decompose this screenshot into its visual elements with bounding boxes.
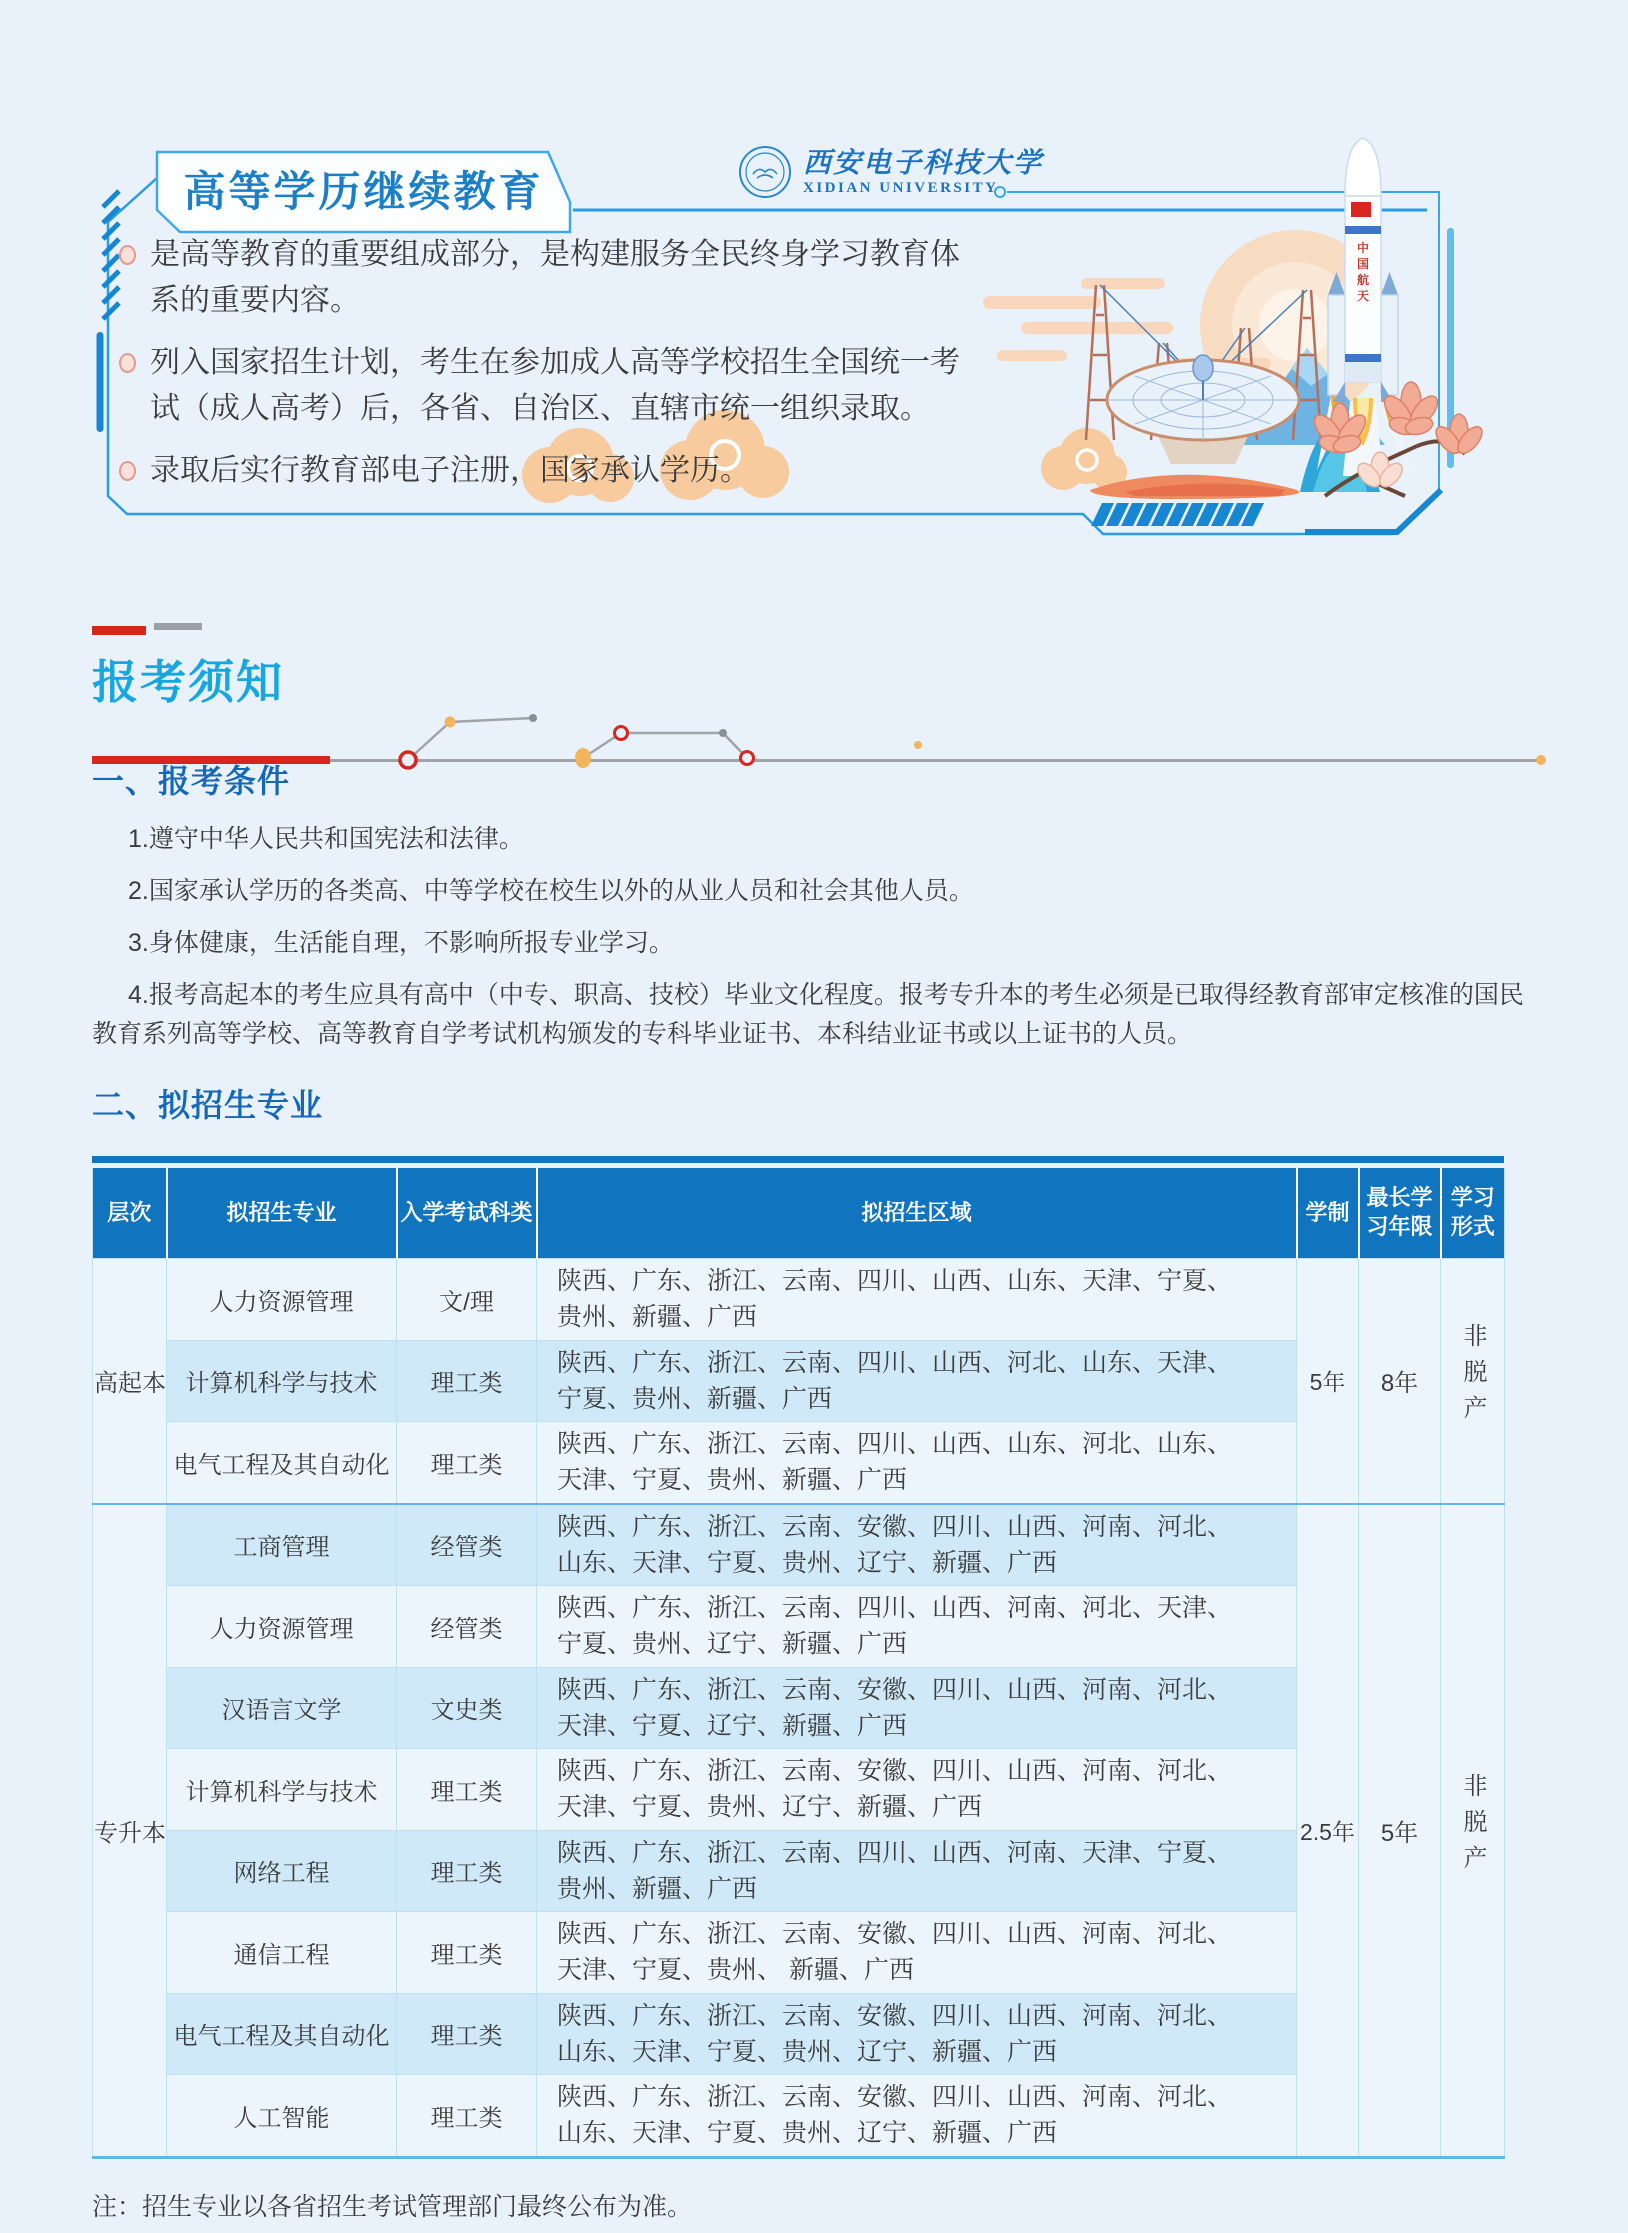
cell-category: 理工类 bbox=[397, 1912, 537, 1994]
majors-heading: 二、拟招生专业 bbox=[92, 1087, 324, 1123]
table-row bbox=[93, 1504, 1505, 1586]
cell-max-years: 5年 bbox=[1359, 1504, 1441, 2158]
cell-regions: 陕西、广东、浙江、云南、安徽、四川、山西、河南、河北、山东、天津、宁夏、贵州、辽宁、新疆、广西 bbox=[537, 1504, 1297, 1586]
cell-form: 非脱产 bbox=[1441, 1259, 1505, 1504]
banner-bullets bbox=[119, 232, 1019, 510]
cell-level: 专升本 bbox=[93, 1504, 167, 2158]
bottom-hatch-marks-icon bbox=[1091, 503, 1264, 526]
condition-item: 1.遵守中华人民共和国宪法和法律。 bbox=[128, 825, 524, 853]
table-header-cell: 学制 bbox=[1297, 1168, 1359, 1259]
table-row bbox=[93, 2075, 1505, 2158]
cell-category: 经管类 bbox=[397, 1504, 537, 1586]
banner bbox=[95, 100, 1555, 570]
cell-category: 文史类 bbox=[397, 1667, 537, 1749]
cell-regions: 陕西、广东、浙江、云南、四川、山西、山东、天津、宁夏、贵州、新疆、广西 bbox=[537, 1259, 1297, 1341]
bullet-text: 列入国家招生计划，考生在参加成人高等学校招生全国统一考试（成人高考）后，各省、自治区、直辖市统一组织录取。 bbox=[150, 346, 960, 425]
cell-major: 计算机科学与技术 bbox=[167, 1749, 397, 1831]
university-name-cn: 西安电子科技大学 bbox=[803, 147, 1044, 179]
table-header-cell: 入学考试科类 bbox=[397, 1168, 537, 1259]
table-row bbox=[93, 1340, 1505, 1422]
notice-title: 报考须知 bbox=[92, 656, 284, 708]
table-header-cell: 最长学习年限 bbox=[1359, 1168, 1441, 1259]
table-row bbox=[93, 1830, 1505, 1912]
university-name-en: XIDIAN UNIVERSITY bbox=[803, 179, 999, 196]
mini-bars bbox=[92, 622, 1552, 640]
notice-section bbox=[92, 622, 1552, 776]
cell-regions: 陕西、广东、浙江、云南、安徽、四川、山西、河南、河北、山东、天津、宁夏、贵州、辽宁、新疆、广西 bbox=[537, 2075, 1297, 2158]
cell-regions: 陕西、广东、浙江、云南、安徽、四川、山西、河南、河北、天津、宁夏、辽宁、新疆、广西 bbox=[537, 1667, 1297, 1749]
cell-major: 人工智能 bbox=[167, 2075, 397, 2158]
cell-category: 理工类 bbox=[397, 1340, 537, 1422]
university-seal-icon bbox=[737, 144, 793, 200]
banner-bullet bbox=[119, 232, 1019, 324]
table-row bbox=[93, 1993, 1505, 2075]
cell-category: 理工类 bbox=[397, 1749, 537, 1831]
cell-major: 电气工程及其自动化 bbox=[167, 1993, 397, 2075]
table-header-cell: 学习形式 bbox=[1441, 1168, 1505, 1259]
cell-duration: 2.5年 bbox=[1297, 1504, 1359, 2158]
cell-regions: 陕西、广东、浙江、云南、四川、山西、河南、天津、宁夏、贵州、新疆、广西 bbox=[537, 1830, 1297, 1912]
table-row bbox=[93, 1422, 1505, 1504]
bullet-text: 录取后实行教育部电子注册，国家承认学历。 bbox=[150, 454, 750, 487]
bullet-marker-icon bbox=[119, 353, 136, 373]
banner-bullet bbox=[119, 448, 1019, 494]
red-bar-icon bbox=[92, 626, 146, 635]
table-row bbox=[93, 1667, 1505, 1749]
conditions-list bbox=[92, 820, 1544, 1054]
table-row bbox=[93, 1586, 1505, 1668]
table-row bbox=[93, 1259, 1505, 1341]
table-note: 注：招生专业以各省招生考试管理部门最终公布为准。 bbox=[92, 2192, 693, 2221]
rocket-label: 中国航天 bbox=[1356, 241, 1370, 303]
majors-table bbox=[92, 1168, 1505, 2159]
bullet-marker-icon bbox=[119, 245, 136, 265]
banner-bullet bbox=[119, 340, 1019, 432]
table-top-bar bbox=[92, 1156, 1504, 1163]
cell-regions: 陕西、广东、浙江、云南、安徽、四川、山西、河南、河北、天津、宁夏、贵州、 新疆、广西 bbox=[537, 1912, 1297, 1994]
cell-category: 文/理 bbox=[397, 1259, 537, 1341]
majors-section bbox=[92, 1080, 1544, 2233]
cell-major: 网络工程 bbox=[167, 1830, 397, 1912]
condition-item: 4.报考高起本的考生应具有高中（中专、职高、技校）毕业文化程度。报考专升本的考生必须是已取得经教育部审定核准的国民教育系列高等学校、高等教育自学考试机构颁发的专科毕业证书、本科结业证书或以上证书的人员。 bbox=[92, 981, 1524, 1048]
cell-duration: 5年 bbox=[1297, 1259, 1359, 1504]
gray-bar-icon bbox=[154, 623, 202, 630]
table-row bbox=[93, 1912, 1505, 1994]
cell-regions: 陕西、广东、浙江、云南、安徽、四川、山西、河南、河北、山东、天津、宁夏、贵州、辽宁、新疆、广西 bbox=[537, 1993, 1297, 2075]
conditions-section bbox=[92, 756, 1544, 1067]
cell-major: 通信工程 bbox=[167, 1912, 397, 1994]
cell-major: 人力资源管理 bbox=[167, 1259, 397, 1341]
cell-level: 高起本 bbox=[93, 1259, 167, 1504]
cell-regions: 陕西、广东、浙江、云南、安徽、四川、山西、河南、河北、天津、宁夏、贵州、辽宁、新疆、广西 bbox=[537, 1749, 1297, 1831]
majors-table-header-row bbox=[93, 1168, 1505, 1259]
page-title: 高等学历继续教育 bbox=[183, 168, 544, 215]
university-logo bbox=[737, 144, 1043, 200]
cell-max-years: 8年 bbox=[1359, 1259, 1441, 1504]
cell-major: 电气工程及其自动化 bbox=[167, 1422, 397, 1504]
table-header-cell: 拟招生专业 bbox=[167, 1168, 397, 1259]
bullet-marker-icon bbox=[119, 461, 136, 481]
cell-form: 非脱产 bbox=[1441, 1504, 1505, 2158]
cell-major: 工商管理 bbox=[167, 1504, 397, 1586]
cell-category: 理工类 bbox=[397, 1830, 537, 1912]
table-header-cell: 层次 bbox=[93, 1168, 167, 1259]
cell-major: 汉语言文学 bbox=[167, 1667, 397, 1749]
cell-category: 理工类 bbox=[397, 1422, 537, 1504]
cell-category: 理工类 bbox=[397, 2075, 537, 2158]
cell-regions: 陕西、广东、浙江、云南、四川、山西、山东、河北、山东、天津、宁夏、贵州、新疆、广西 bbox=[537, 1422, 1297, 1504]
cell-category: 理工类 bbox=[397, 1993, 537, 2075]
cell-regions: 陕西、广东、浙江、云南、四川、山西、河北、山东、天津、宁夏、贵州、新疆、广西 bbox=[537, 1340, 1297, 1422]
conditions-heading: 一、报考条件 bbox=[92, 763, 291, 799]
university-name bbox=[803, 147, 1043, 196]
cell-major: 计算机科学与技术 bbox=[167, 1340, 397, 1422]
bullet-text: 是高等教育的重要组成部分，是构建服务全民终身学习教育体系的重要内容。 bbox=[150, 238, 960, 317]
cell-major: 人力资源管理 bbox=[167, 1586, 397, 1668]
cell-category: 经管类 bbox=[397, 1586, 537, 1668]
cell-regions: 陕西、广东、浙江、云南、四川、山西、河南、河北、天津、宁夏、贵州、辽宁、新疆、广西 bbox=[537, 1586, 1297, 1668]
majors-table-body bbox=[93, 1259, 1505, 2158]
table-row bbox=[93, 1749, 1505, 1831]
condition-item: 2.国家承认学历的各类高、中等学校在校生以外的从业人员和社会其他人员。 bbox=[128, 877, 974, 905]
condition-item: 3.身体健康，生活能自理，不影响所报专业学习。 bbox=[128, 929, 674, 957]
table-header-cell: 拟招生区域 bbox=[537, 1168, 1297, 1259]
